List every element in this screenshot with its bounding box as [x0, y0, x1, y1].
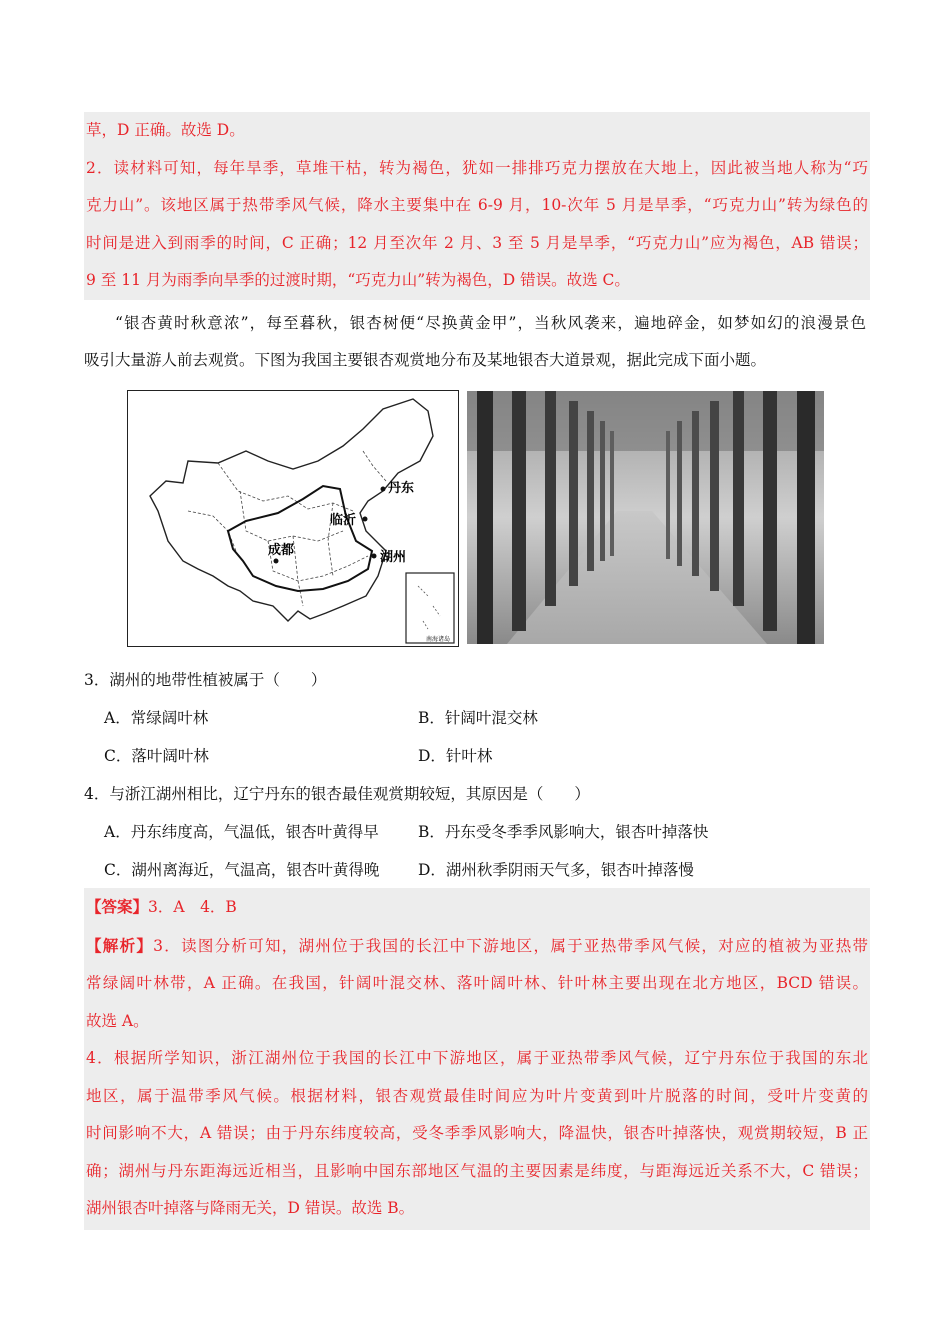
q3-option-b[interactable]: B．针阔叶混交林: [418, 709, 538, 727]
material-intro: [84, 305, 866, 379]
q4-option-d[interactable]: D．湖州秋季阴雨天气多，银杏叶掉落慢: [418, 861, 694, 879]
analysis-line-4: 4．根据所学知识，浙江湖州位于我国的长江中下游地区，属于亚热带季风气候，辽宁丹东位于我国的东北: [86, 1049, 868, 1067]
analysis-label: 【解析】: [86, 935, 154, 955]
ginkgo-avenue-svg: [467, 391, 824, 644]
analysis-line-7: 确；湖州与丹东距海远近相当，且影响中国东部地区气温的主要因素是纬度，与距海远近关系不大，C 错误；: [86, 1161, 868, 1180]
city-label-dandong: 丹东: [388, 481, 415, 496]
analysis-line-2: 常绿阔叶林带，A 正确。在我国，针阔叶混交林、落叶阔叶林、针叶林主要出现在北方地区，BCD 错误。: [86, 974, 868, 992]
q3-stem: 3．湖州的地带性植被属于（ ）: [84, 671, 327, 689]
analysis-line-5: 地区，属于温带季风气候。根据材料，银杏观赏最佳时间应为叶片变黄到叶片脱落的时间，受叶片变黄的: [86, 1086, 868, 1105]
inset-label: 南海诸岛: [426, 636, 451, 643]
q4-option-c[interactable]: C．湖州离海近，气温高，银杏叶黄得晚: [104, 861, 380, 879]
q3-option-c[interactable]: C．落叶阔叶林: [104, 747, 209, 765]
analysis-line-8: 湖州银杏叶掉落与降雨无关，D 错误。故选 B。: [86, 1199, 415, 1217]
previous-analysis-block: [84, 112, 870, 300]
china-ginkgo-map: [127, 390, 459, 647]
prev-line-4: 时间是进入到雨季的时间，C 正确；12 月至次年 2 月、3 至 5 月是旱季，“巧克力山”应为褐色，AB 错误；: [86, 233, 868, 252]
prev-line-2: 2．读材料可知，每年旱季，草堆干枯，转为褐色，犹如一排排巧克力摆放在大地上，因此被当地人称为“巧: [86, 158, 868, 177]
city-label-linyi: 临沂: [330, 513, 357, 528]
answer-text: 3．A 4．B: [148, 898, 237, 916]
answer-label: 【答案】: [86, 897, 149, 916]
answer-line: [86, 888, 868, 927]
china-map-svg: [128, 391, 458, 646]
q4-stem: 4．与浙江湖州相比，辽宁丹东的银杏最佳观赏期较短，其原因是（ ）: [84, 785, 590, 803]
q4-option-a[interactable]: A．丹东纬度高，气温低，银杏叶黄得早: [104, 823, 379, 841]
q4-option-b[interactable]: B．丹东受冬季季风影响大，银杏叶掉落快: [418, 823, 709, 841]
prev-line-5: 9 至 11 月为雨季向旱季的过渡时期，“巧克力山”转为褐色，D 错误。故选 C。: [86, 271, 630, 290]
prev-line-3: 克力山”。该地区属于热带季风气候，降水主要集中在 6-9 月，10-次年 5 月是旱季，“巧克力山”转为绿色的: [86, 196, 868, 215]
q3-option-d[interactable]: D．针叶林: [418, 747, 493, 765]
city-label-chengdu: 成都: [268, 543, 295, 558]
analysis-line-6: 时间影响不大，A 错误；由于丹东纬度较高，受冬季季风影响大，降温快，银杏叶掉落快，观赏期较短，B 正: [86, 1124, 868, 1142]
q3-option-a[interactable]: A．常绿阔叶林: [104, 709, 209, 727]
answer-analysis-block: [84, 888, 870, 1230]
city-label-huzhou: 湖州: [380, 550, 407, 565]
prev-line-1: 草，D 正确。故选 D。: [86, 121, 245, 139]
analysis-line-3: 故选 A。: [86, 1011, 149, 1030]
intro-line-2: 吸引大量游人前去观赏。下图为我国主要银杏观赏地分布及某地银杏大道景观，据此完成下面小题。: [84, 351, 767, 369]
analysis-line-1: 【解析】3．读图分析可知，湖州位于我国的长江中下游地区，属于亚热带季风气候，对应的植被为亚热带: [86, 935, 868, 955]
intro-line-1: “银杏黄时秋意浓”，每至暮秋，银杏树便“尽换黄金甲”，当秋风袭来，遍地碎金，如梦如幻的浪漫景色: [115, 314, 866, 332]
ginkgo-avenue-photo: [467, 391, 824, 644]
